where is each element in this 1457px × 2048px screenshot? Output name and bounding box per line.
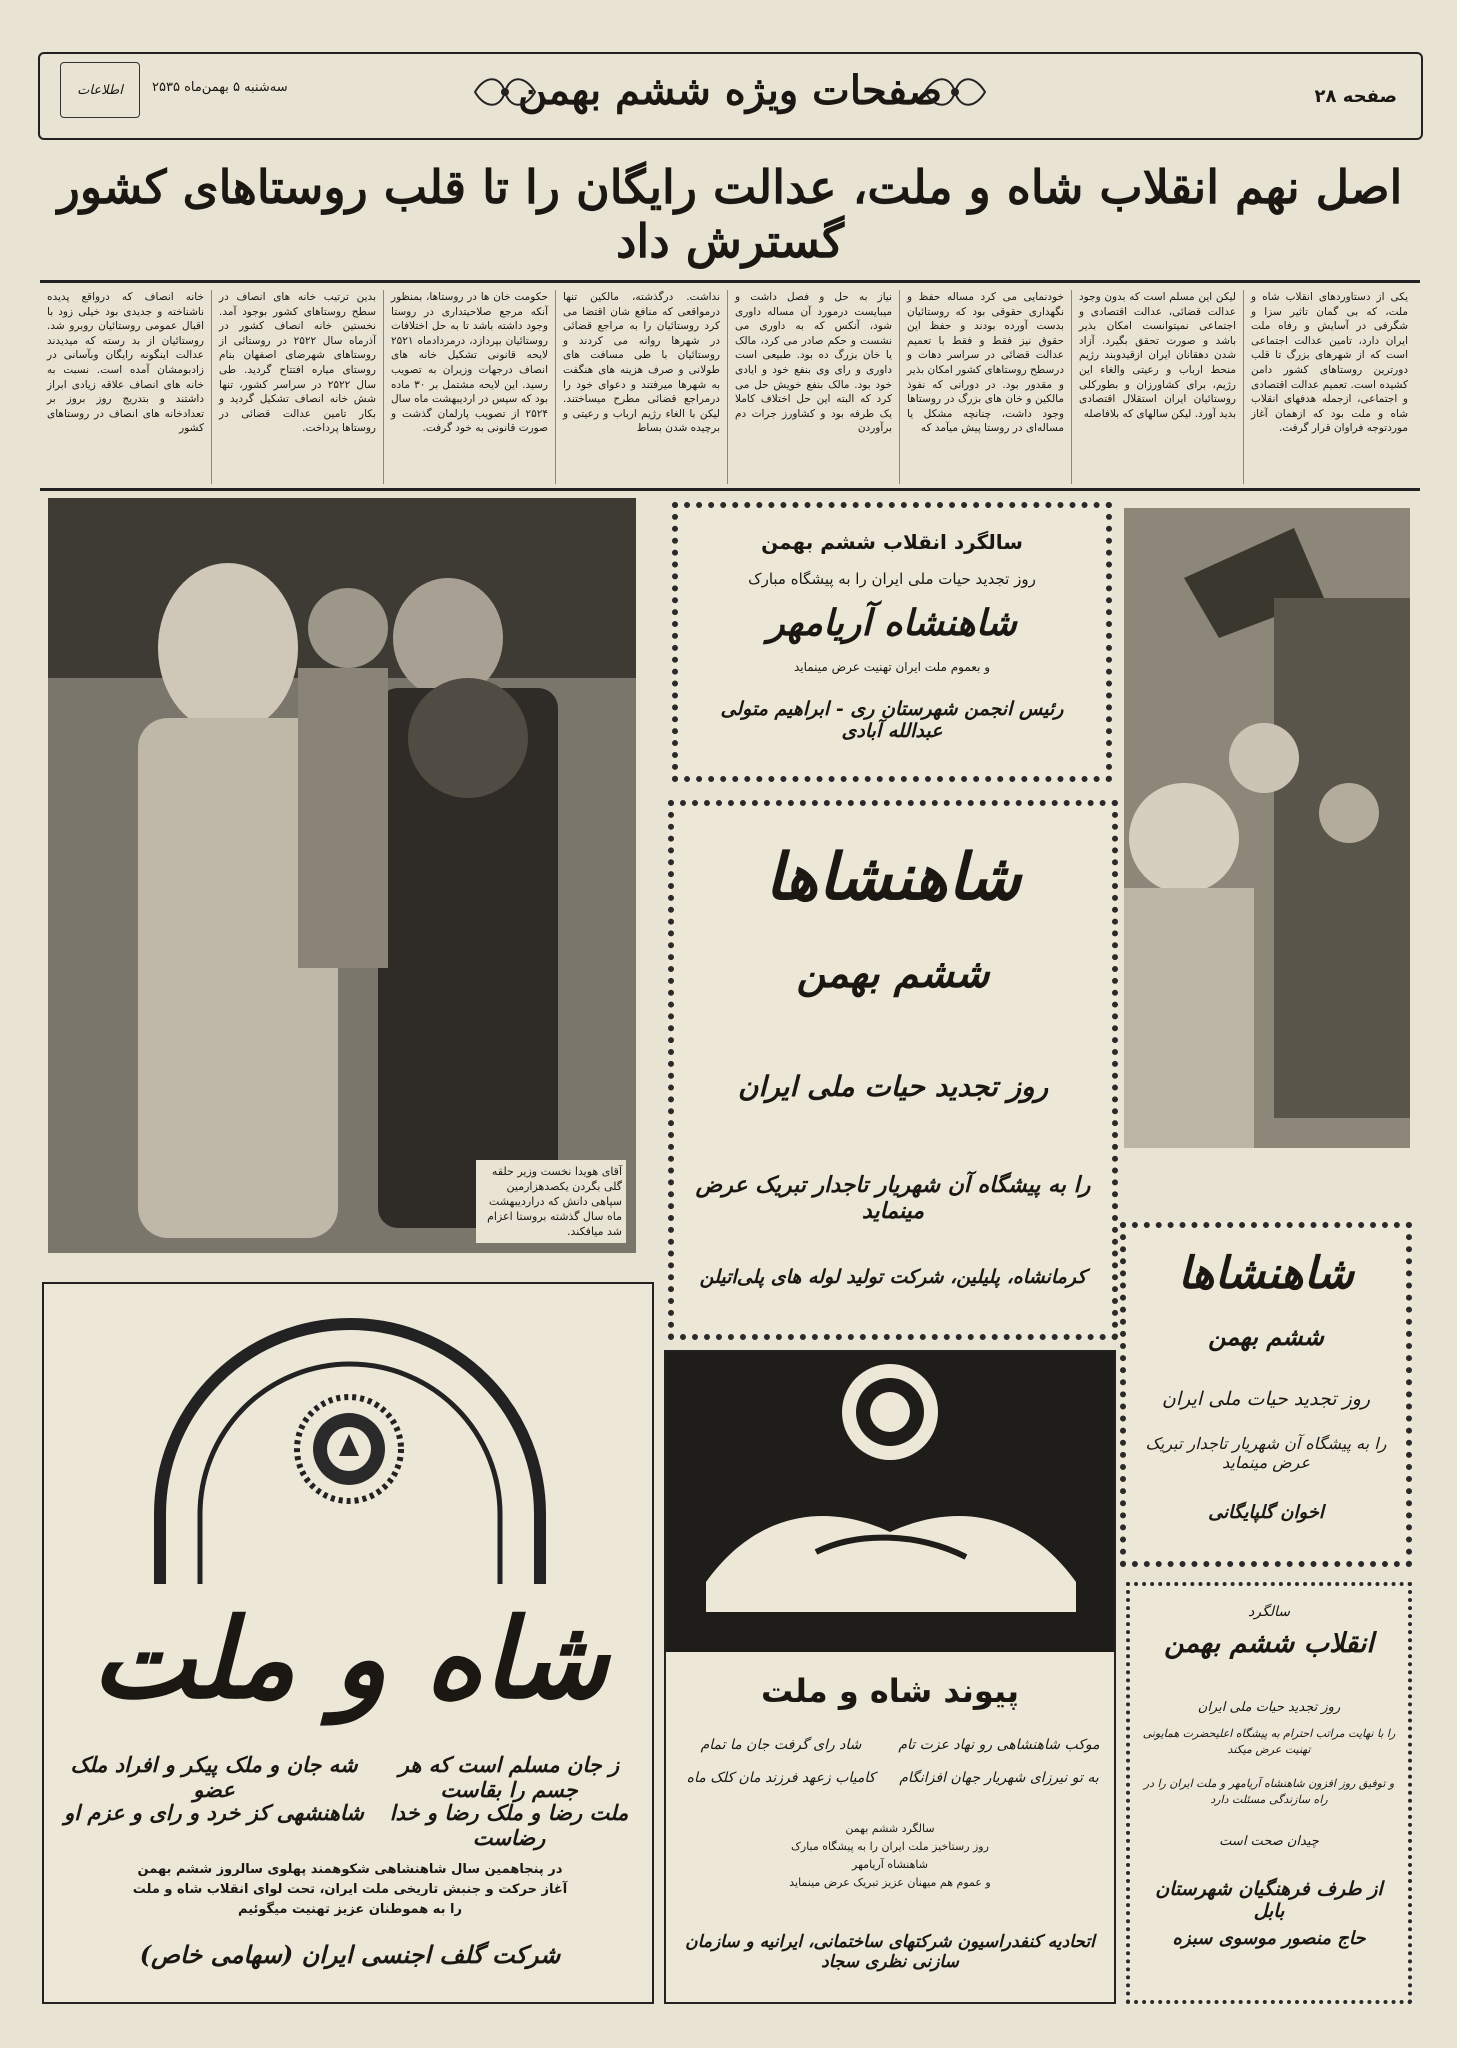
ad-shah-mellat-text1: در پنجاهمین سال شاهنشاهی شکوهمند پهلوی سالروز ششم بهمن — [137, 1862, 563, 1877]
ad-anniversary-line2: روز تجدید حیات ملی ایران را به پیشگاه مبارک — [748, 570, 1036, 588]
ad-enqelab-line5: و توفیق روز افزون شاهنشاه آریامهر و ملت ایران را در راه سازندگی مسئلت دارد — [1143, 1777, 1395, 1806]
ad-enqelab-line7: از طرف فرهنگیان شهرستان بابل — [1155, 1878, 1383, 1922]
ad-peyvand-verse1: شاد رای گرفت جان ما تمام — [700, 1737, 862, 1753]
ad-peyvand-text1: سالگرد ششم بهمن — [845, 1822, 935, 1835]
ornament-left-icon — [470, 70, 540, 114]
ad-shahanshaha-line5: کرمانشاه، پلیلین، شرکت تولید لوله های پلی‌اتیلن — [699, 1266, 1087, 1288]
headline-rule — [40, 280, 1420, 283]
article-body — [40, 290, 1415, 484]
article-column: لیکن این مسلم است که بدون وجود عدالت قضائی، عدالت اقتصادی و اجتماعی نمیتوانست امکان بذیر باشد و صورت تحقق بگیرد. آزاد شدن دهقانان ایران ازقیدوبند رژیم منحط ارباب و رعیتی والغاء این رژیم، برای کشاورزان و بطورکلی روستائیان ایران استقلال اقتصادی بدید آورد. لیکن سالهای که بلافاصله — [1071, 290, 1243, 484]
ad-shahanshaha-line2: ششم بهمن — [796, 950, 990, 997]
ad-enqelab — [1126, 1582, 1412, 2004]
article-column: حکومت خان ها در روستاها، بمنظور آنکه مرجع صلاحیتداری در روستا وجود داشته باشد تا به حل اختلافات روستائیان بپردازد، درمردادماه ۲۵۲۱ لایحه قانونی تشکیل خانه های انصاف درجهات وزیران به تصویب رسید. این لایحه مشتمل بر ۳۰ ماده بود که سپس در اردیبهشت ماه سال ۲۵۲۴ از تصویب پارلمان گذشت و صورت قانونی به خود گرفت. — [383, 290, 555, 484]
article-column: نداشت. درگذشته، مالکین تنها درمواقعی که منافع شان اقتضا می کرد روستائیان را به مراجع قضائی در شهرها روانه می کردند و روستائیان با طی مسافت های طولانی و صرف هزینه های هنگفت به شهرها میرفتند و دعوای خود را درمراجع قضائی مطرح میساختند. لیکن با الغاء رژیم ارباب و رعیتی و برچیده شدن بساط — [555, 290, 727, 484]
photo-soldier-children — [1124, 508, 1410, 1148]
ad-enqelab-line3: روز تجدید حیات ملی ایران — [1197, 1700, 1341, 1715]
page-number: صفحه ۲۸ — [1314, 86, 1397, 107]
masthead-left — [60, 62, 300, 122]
ad-shah-mellat-title: شاه و ملت — [64, 1584, 636, 1734]
ad-enqelab-line6: چیدان صحت است — [1219, 1834, 1319, 1849]
masthead-center — [470, 56, 990, 126]
ad-peyvand-verse3: کامیاب زعهد فرزند مان کلک ماه — [686, 1770, 876, 1786]
ad-shah-mellat-verse-r1: ز جان مسلم است که هر جسم را بقاست — [398, 1752, 620, 1802]
ad-shahanshaha-line1: شاهنشاها — [764, 840, 1022, 915]
ad-shah-mellat — [42, 1282, 654, 2004]
ad-shahanshaha-line3: روز تجدید حیات ملی ایران — [737, 1070, 1049, 1103]
ad-shah-mellat-verse-r2: ملت رضا و ملک رضا و خدا رضاست — [389, 1800, 629, 1850]
section-title: صفحات ویژه ششم بهمن — [517, 67, 943, 114]
ad-enqelab-line8: حاج منصور موسوی سبزه — [1172, 1928, 1366, 1949]
article-column: یکی از دستاوردهای انقلاب شاه و ملت، که بی گمان تاثیر سزا و شگرفی در آسایش و رفاه ملت ایران دارد، تامین عدالت اجتماعی است که از شهرهای بزرگ تا قلب دورترین روستاهای کشور دامن کشیده است. تعمیم عدالت اقتصادی و اجتماعی، ازجمله هدفهای انقلاب شاه و ملت بود که ازهمان آغاز موردتوجه فراوان قرار گرفت. — [1243, 290, 1415, 484]
article-rule — [40, 488, 1420, 491]
ad-akhavan-line1: شاهنشاها — [1177, 1248, 1355, 1299]
ad-peyvand-verse2: موکب شاهنشاهی رو نهاد عزت تام — [898, 1737, 1100, 1753]
ad-shahanshaha-line4: را به پیشگاه آن شهریار تاجدار تبریک عرض مینماید — [695, 1172, 1091, 1224]
ad-shah-mellat-company: شرکت گلف اجنسی ایران (سهامی خاص) — [139, 1940, 561, 1969]
ad-enqelab-line2: انقلاب ششم بهمن — [1164, 1628, 1374, 1659]
ad-shah-mellat-verse-l1: شه جان و ملک پیکر و افراد ملک عضو — [70, 1752, 358, 1802]
ad-anniversary-line5: رئیس انجمن شهرستان ری - ابراهیم متولی عبدالله آبادی — [720, 698, 1064, 742]
ad-peyvand-text2: روز رستاخیز ملت ایران را به پیشگاه مبارک — [791, 1840, 989, 1853]
ad-peyvand-title: پیوند شاه و ملت — [760, 1672, 1020, 1710]
issue-date: سه‌شنبه ۵ بهمن‌ماه ۲۵۳۵ — [152, 80, 288, 95]
article-column: خودنمایی می کرد مساله حفظ و نگهداری حقوقی بود که روستائیان بدست آورده بودند و حفظ این حقوق نیز فقط و فقط با تعمیم عدالت قضائی در سراسر دهات و درسطح روستاهای کشور امکان بذیر و مقدور بود. در دورانی که نفوذ مالکین و خان های بزرگ در روستاها وجود داشت، چنانچه مشکل یا مساله‌ای در روستا پیش میآمد که — [899, 290, 1071, 484]
ad-peyvand — [664, 1350, 1116, 2004]
ad-akhavan-line4: را به پیشگاه آن شهریار تاجدار تبریک عرض مینماید — [1145, 1434, 1387, 1472]
photo-soldier-children-image — [1124, 508, 1410, 1148]
photo-hoveyda-image — [48, 498, 636, 1253]
ad-anniversary — [672, 502, 1112, 782]
newspaper-logo: اطلاعات — [60, 62, 140, 118]
ad-shahanshaha — [668, 800, 1118, 1340]
ad-shah-mellat-text2: آغاز حرکت و جنبش تاریخی ملت ایران، تحت لوای انقلاب شاه و ملت — [132, 1882, 568, 1897]
ad-enqelab-line4: را با نهایت مراتب احترام به پیشگاه اعلیحضرت همایونی تهنیت عرض میکند — [1142, 1727, 1396, 1756]
ad-anniversary-line1: سالگرد انقلاب ششم بهمن — [761, 530, 1023, 554]
article-column: بدین ترتیب خانه های انصاف در سطح روستاهای کشور بوجود آمد. نخستین خانه انصاف کشور در آذرماه سال ۲۵۲۲ در روستائی از روستاهای شهرضای اصفهان بنام روستای میاره افتتاح گردید. طی سال ۲۵۲۲ در سراسر کشور، تنها شش خانه انصاف تشکیل گردید و بکار تامین عدالت قضائی در روستاها پرداخت. — [211, 290, 383, 484]
article-column: نیاز به حل و فصل داشت و میبایست درمورد آن مساله داوری شود، آنکس که به داوری می نشست و حکم صادر می کرد، مالک یا خان بزرگ ده بود. طبیعی است داوری و رای وی بنفع خود و ایادی خود بود. مالک بنفع خویش حل می کرد که البته این حل اختلاف کاملا یک طرفه بود و کشاورز جرات دم برآوردن — [727, 290, 899, 484]
ad-peyvand-sponsor: اتحادیه کنفدراسیون شرکتهای ساختمانی، ایرانیه و سازمان سازنی نظری سجاد — [685, 1932, 1095, 1972]
photo-hoveyda — [48, 498, 636, 1253]
ad-shah-mellat-verse-l2: شاهنشهی کز خرد و رای و عزم او — [64, 1800, 364, 1825]
ad-akhavan-line3: روز تجدید حیات ملی ایران — [1161, 1388, 1371, 1410]
ad-shah-mellat-text3: را به هموطنان عزیز تهنیت میگوئیم — [238, 1902, 462, 1917]
article-column: خانه انصاف که درواقع پدیده ناشناخته و جدیدی بود خیلی زود با اقبال عمومی روستائیان روبرو شد. روستائیان از بد رسته که میدیدند عدالت اینگونه رایگان وبآسانی در زادبومشان آمده است. نسبت به خانه های انصاف علاقه زیادی ابراز داشتند و بتدریج روز بروز بر تعدادخانه های انصاف در روستاهای کشور — [47, 291, 204, 435]
ad-anniversary-line3: شاهنشاه آریامهر — [767, 602, 1017, 644]
ad-akhavan-line2: ششم بهمن — [1208, 1322, 1324, 1351]
ornament-right-icon — [920, 70, 990, 114]
ad-enqelab-line1: سالگرد — [1248, 1604, 1290, 1620]
ad-peyvand-text3: شاهنشاه آریامهر — [852, 1858, 928, 1871]
ad-anniversary-line4: و بعموم ملت ایران تهنیت عرض مینماید — [793, 660, 991, 674]
ad-peyvand-verse4: به تو نیرزای شهریار جهان افزانگام — [899, 1770, 1099, 1786]
ad-akhavan — [1120, 1222, 1412, 1567]
ad-peyvand-text4: و عموم هم میهنان عزیز تبریک عرض مینماید — [789, 1876, 991, 1889]
photo-caption: آقای هویدا نخست وزیر حلقه گلی بگردن یکصدهزارمین سپاهی دانش که دراردیبهشت ماه سال گذشته بروستا اعزام شد میافکند. — [476, 1160, 626, 1243]
ad-akhavan-line5: اخوان گلپایگانی — [1208, 1502, 1324, 1523]
emblem-icon — [294, 1394, 404, 1504]
handshake-panel-icon — [666, 1352, 1114, 1652]
main-headline: اصل نهم انقلاب شاه و ملت، عدالت رایگان را تا قلب روستاهای کشور گسترش داد — [57, 160, 1403, 268]
